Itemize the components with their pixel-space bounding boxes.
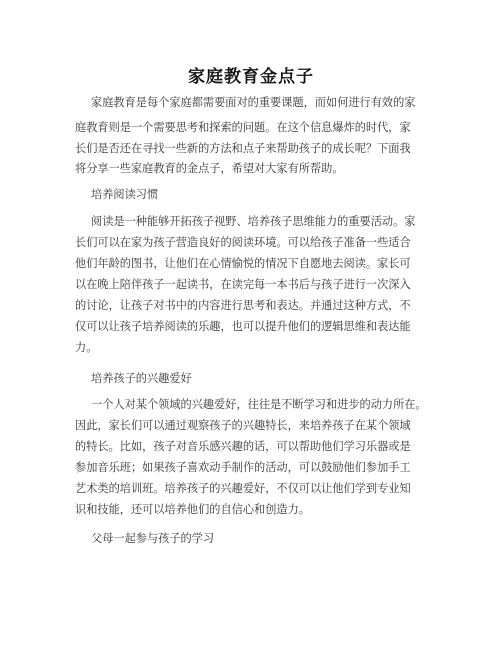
section-line: 参加音乐班；如果孩子喜欢动手制作的活动，可以鼓励他们参加手工: [75, 461, 411, 474]
section-heading-interests: 培养孩子的兴趣爱好: [91, 372, 192, 385]
document-title: 家庭教育金点子: [188, 67, 314, 87]
section-line: 的特长。比如，孩子对音乐感兴趣的话，可以帮助他们学习乐器或是: [75, 440, 411, 453]
section-line: 长们可以在家为孩子营造良好的阅读环境。可以给孩子准备一些适合: [75, 236, 411, 249]
section-line: 因此，家长们可以通过观察孩子的兴趣特长，来培养孩子在某个领域: [75, 419, 411, 432]
section-line: 仅可以让孩子培养阅读的乐趣，也可以提升他们的逻辑思维和表达能: [75, 320, 411, 333]
intro-line: 家庭教育是每个家庭都需要面对的重要课题，而如何进行有效的家: [91, 96, 416, 109]
intro-line: 庭教育则是一个需要思考和探索的问题。在这个信息爆炸的时代，家: [75, 121, 411, 134]
section-line: 以在晚上陪伴孩子一起读书，在读完每一本书后与孩子进行一次深入: [75, 278, 411, 291]
intro-line: 长们是否还在寻找一些新的方法和点子来帮助孩子的成长呢？下面我: [75, 142, 411, 155]
section-heading-reading: 培养阅读习惯: [91, 188, 159, 201]
section-line: 艺术类的培训班。培养孩子的兴趣爱好，不仅可以让他们学到专业知: [75, 482, 411, 495]
section-line: 的讨论，让孩子对书中的内容进行思考和表达。并通过这种方式，不: [75, 299, 411, 312]
section-line: 阅读是一种能够开拓孩子视野、培养孩子思维能力的重要活动。家: [91, 215, 416, 228]
section-line: 他们年龄的图书，让他们在心情愉悦的情况下自愿地去阅读。家长可: [75, 257, 411, 270]
section-line: 力。: [75, 341, 98, 354]
section-heading-parents: 父母一起参与孩子的学习: [91, 532, 215, 545]
section-line: 识和技能，还可以培养他们的自信心和创造力。: [75, 503, 310, 516]
intro-line: 将分享一些家庭教育的金点子，希望对大家有所帮助。: [75, 162, 344, 175]
section-line: 一个人对某个领域的兴趣爱好，往往是不断学习和进步的动力所在。: [91, 398, 427, 411]
